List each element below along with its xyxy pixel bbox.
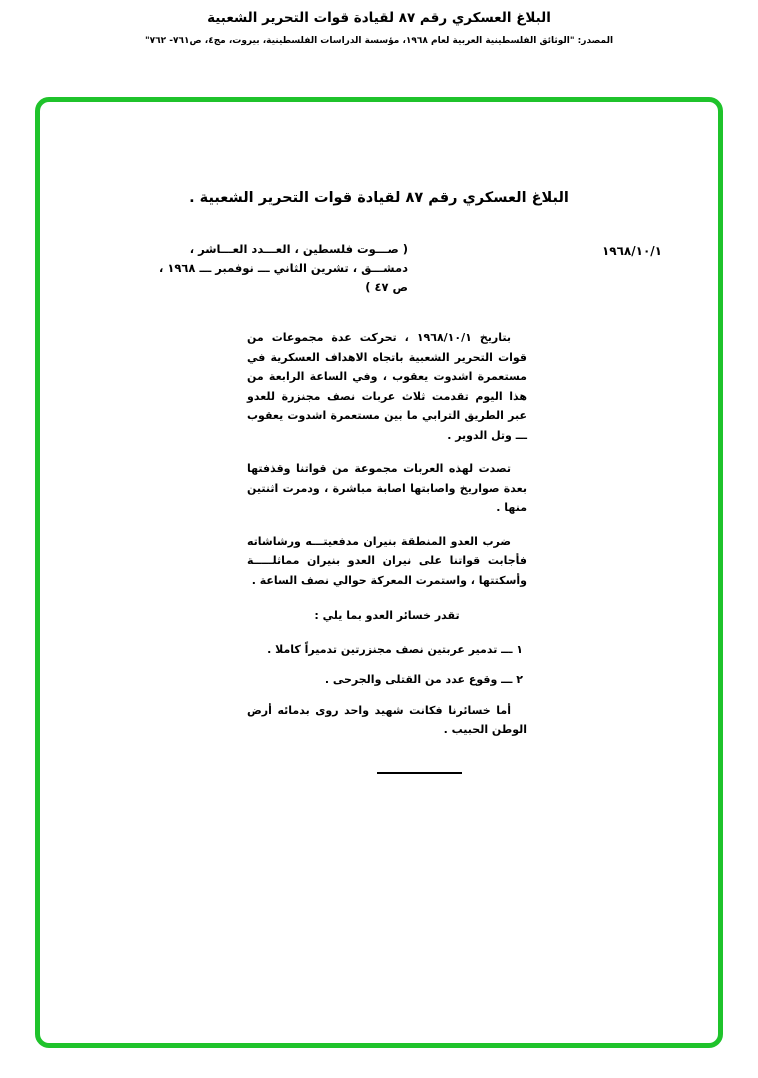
closing-paragraph: أما خسائرنا فكانت شهيد واحد روى بدمائه أرض الوطن الحبيب . xyxy=(247,703,527,736)
document-frame xyxy=(35,97,723,1048)
citation-line: ( صـــوت فلسطين ، العـــدد العـــاشر ، xyxy=(189,242,408,256)
document-date: ١٩٦٨/١٠/١ xyxy=(601,244,662,258)
citation-line: دمشـــق ، تشرين الثاني ـــ نوفمبر ـــ ١٩٦٨ ، xyxy=(159,261,408,275)
header-title: البلاغ العسكري رقم ٨٧ لقيادة قوات التحرير الشعبية xyxy=(207,10,551,26)
paragraph-engagement: تصدت لهذه العربات مجموعة من قواتنا وقذفتها بعدة صواريخ واصابتها اصابة مباشرة ، ودمرت اثنتين منها . xyxy=(247,462,527,514)
citation-block xyxy=(159,240,408,297)
paragraph-attack: بتاريخ ١٩٦٨/١٠/١ ، تحركت عدة مجموعات من قوات التحرير الشعبية باتجاه الاهداف العسكرية في مستعمرة اشدوت يعقوب ، وفي الساعة الرابعة من هذا اليوم تقدمت ثلاث عربات نصف مجنزرة للعدو عبر الطريق الترابي ما بين مستعمرة اشدوت يعقوب ـــ وتل الدوير . xyxy=(247,331,527,442)
losses-heading: تقدر خسائر العدو بما يلي : xyxy=(314,609,460,622)
paragraph-battle: ضرب العدو المنطقة بنيران مدفعيتـــه ورشاشاته فأجابت قواتنا على نيران العدو بنيران مماثلـــــة وأسكتتها ، واستمرت المعركة حوالي نصف الساعة . xyxy=(247,534,527,587)
header-source-line: المصدر: "الوثائق الفلسطينية العربية لعام ١٩٦٨، مؤسسة الدراسات الفلسطينية، بيروت، مج٤، ص٧٦١- ٧٦٢" xyxy=(144,36,614,46)
page-header xyxy=(0,10,758,46)
document-title: البلاغ العسكري رقم ٨٧ لقيادة قوات التحرير الشعبية . xyxy=(189,190,569,206)
losses-item-2: ٢ ـــ وقوع عدد من القتلى والجرحى . xyxy=(324,673,523,686)
losses-item-1: ١ ـــ تدمير عربتين نصف مجنزرتين تدميراً كاملا . xyxy=(267,642,523,656)
document-body xyxy=(247,328,527,774)
end-divider xyxy=(377,772,462,774)
citation-line: ص ٤٧ ) xyxy=(365,280,408,294)
